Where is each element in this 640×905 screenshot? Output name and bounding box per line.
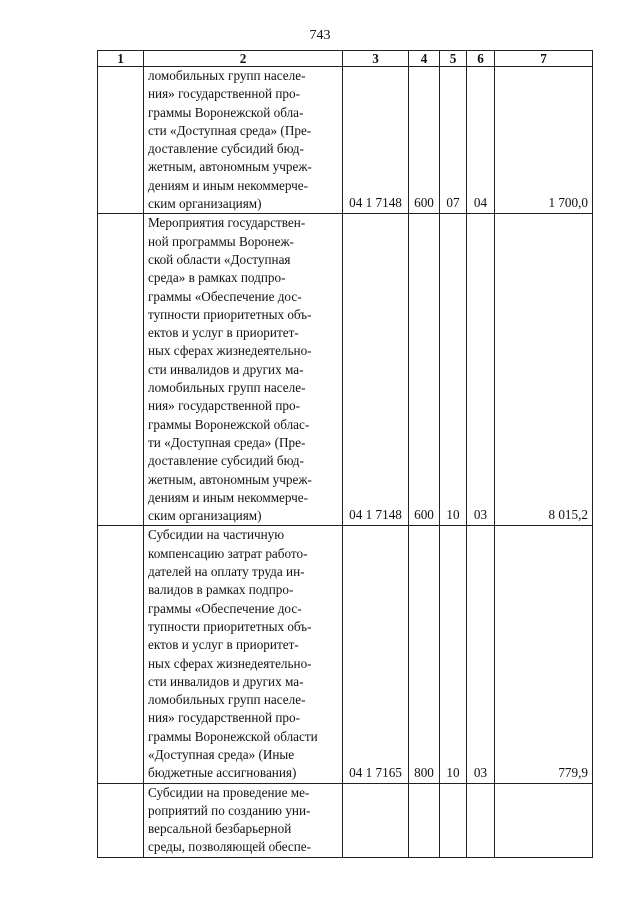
description-cell bbox=[144, 214, 343, 526]
target-code-cell: 04 1 7165 bbox=[343, 526, 409, 783]
section-cell: 10 bbox=[440, 214, 467, 526]
row-number-cell bbox=[98, 67, 144, 214]
row-number-cell bbox=[98, 214, 144, 526]
description-line: сти «Доступная среда» (Пре- bbox=[148, 122, 312, 138]
section-cell: 07 bbox=[440, 67, 467, 214]
header-col-7: 7 bbox=[495, 51, 593, 67]
section-cell: 10 bbox=[440, 526, 467, 783]
description-line: ломобильных групп населе- bbox=[148, 692, 306, 708]
header-col-1: 1 bbox=[98, 51, 144, 67]
description-line: ломобильных групп населе- bbox=[148, 380, 306, 396]
description-line: версальной безбарьерной bbox=[148, 821, 292, 837]
target-code-cell: 04 1 7148 bbox=[343, 67, 409, 214]
description-line: доставление субсидий бюд- bbox=[148, 141, 304, 157]
description-line: граммы «Обеспечение дос- bbox=[148, 288, 302, 304]
amount-cell: 779,9 bbox=[495, 526, 593, 783]
header-col-5: 5 bbox=[440, 51, 467, 67]
table-row bbox=[98, 783, 593, 857]
row-number-cell bbox=[98, 526, 144, 783]
subsection-cell: 04 bbox=[467, 67, 495, 214]
description-line: среда» в рамках подпро- bbox=[148, 270, 286, 286]
description-line: компенсацию затрат работо- bbox=[148, 545, 308, 561]
description-line: дениям и иным некоммерче- bbox=[148, 177, 309, 193]
subsection-cell: 03 bbox=[467, 214, 495, 526]
description-line: валидов в рамках подпро- bbox=[148, 582, 294, 598]
description-line: «Доступная среда» (Иные bbox=[148, 746, 295, 762]
expense-type-cell: 800 bbox=[409, 526, 440, 783]
table-row bbox=[98, 526, 593, 783]
header-col-6: 6 bbox=[467, 51, 495, 67]
subsection-cell bbox=[467, 783, 495, 857]
description-line: ским организациям) bbox=[148, 196, 262, 212]
description-line: ским организациям) bbox=[148, 508, 262, 524]
expense-type-cell bbox=[409, 783, 440, 857]
description-line: ломобильных групп населе- bbox=[148, 68, 306, 83]
description-line: ния» государственной про- bbox=[148, 86, 300, 102]
description-line: жетным, автономным учреж- bbox=[148, 471, 312, 487]
section-cell bbox=[440, 783, 467, 857]
description-cell bbox=[144, 67, 343, 214]
amount-cell: 8 015,2 bbox=[495, 214, 593, 526]
header-col-4: 4 bbox=[409, 51, 440, 67]
description-line: бюджетные ассигнования) bbox=[148, 765, 297, 781]
description-line: ных сферах жизнедеятельно- bbox=[148, 343, 312, 359]
description-line: тупности приоритетных объ- bbox=[148, 306, 312, 322]
description-line: сти инвалидов и других ма- bbox=[148, 673, 304, 689]
description-line: граммы «Обеспечение дос- bbox=[148, 600, 302, 616]
amount-cell: 1 700,0 bbox=[495, 67, 593, 214]
description-line: ния» государственной про- bbox=[148, 398, 300, 414]
description-line: ти «Доступная среда» (Пре- bbox=[148, 434, 306, 450]
description-line: Мероприятия государствен- bbox=[148, 215, 306, 231]
header-col-3: 3 bbox=[343, 51, 409, 67]
target-code-cell bbox=[343, 783, 409, 857]
budget-table bbox=[97, 50, 593, 858]
description-line: ской области «Доступная bbox=[148, 251, 291, 267]
description-cell bbox=[144, 526, 343, 783]
subsection-cell: 03 bbox=[467, 526, 495, 783]
description-line: ектов и услуг в приоритет- bbox=[148, 325, 299, 341]
table-row bbox=[98, 214, 593, 526]
description-line: сти инвалидов и других ма- bbox=[148, 361, 304, 377]
description-line: Субсидии на частичную bbox=[148, 527, 285, 543]
description-line: тупности приоритетных объ- bbox=[148, 618, 312, 634]
expense-type-cell: 600 bbox=[409, 67, 440, 214]
description-line: роприятий по созданию уни- bbox=[148, 802, 311, 818]
table-body bbox=[98, 67, 593, 858]
header-col-2: 2 bbox=[144, 51, 343, 67]
description-line: жетным, автономным учреж- bbox=[148, 159, 312, 175]
description-line: доставление субсидий бюд- bbox=[148, 453, 304, 469]
page-number: 743 bbox=[309, 28, 331, 43]
description-line: ных сферах жизнедеятельно- bbox=[148, 655, 312, 671]
header-row bbox=[98, 51, 593, 67]
amount-cell bbox=[495, 783, 593, 857]
description-line: граммы Воронежской облас- bbox=[148, 416, 310, 432]
row-number-cell bbox=[98, 783, 144, 857]
description-line: дателей на оплату труда ин- bbox=[148, 564, 305, 580]
description-cell bbox=[144, 783, 343, 857]
target-code-cell: 04 1 7148 bbox=[343, 214, 409, 526]
expense-type-cell: 600 bbox=[409, 214, 440, 526]
description-line: Субсидии на проведение ме- bbox=[148, 784, 310, 800]
description-line: среды, позволяющей обеспе- bbox=[148, 839, 312, 855]
description-line: дениям и иным некоммерче- bbox=[148, 489, 309, 505]
description-line: ния» государственной про- bbox=[148, 710, 300, 726]
table-row bbox=[98, 67, 593, 214]
description-line: ной программы Воронеж- bbox=[148, 233, 294, 249]
description-line: граммы Воронежской обла- bbox=[148, 104, 304, 120]
description-line: ектов и услуг в приоритет- bbox=[148, 637, 299, 653]
description-line: граммы Воронежской области bbox=[148, 728, 318, 744]
